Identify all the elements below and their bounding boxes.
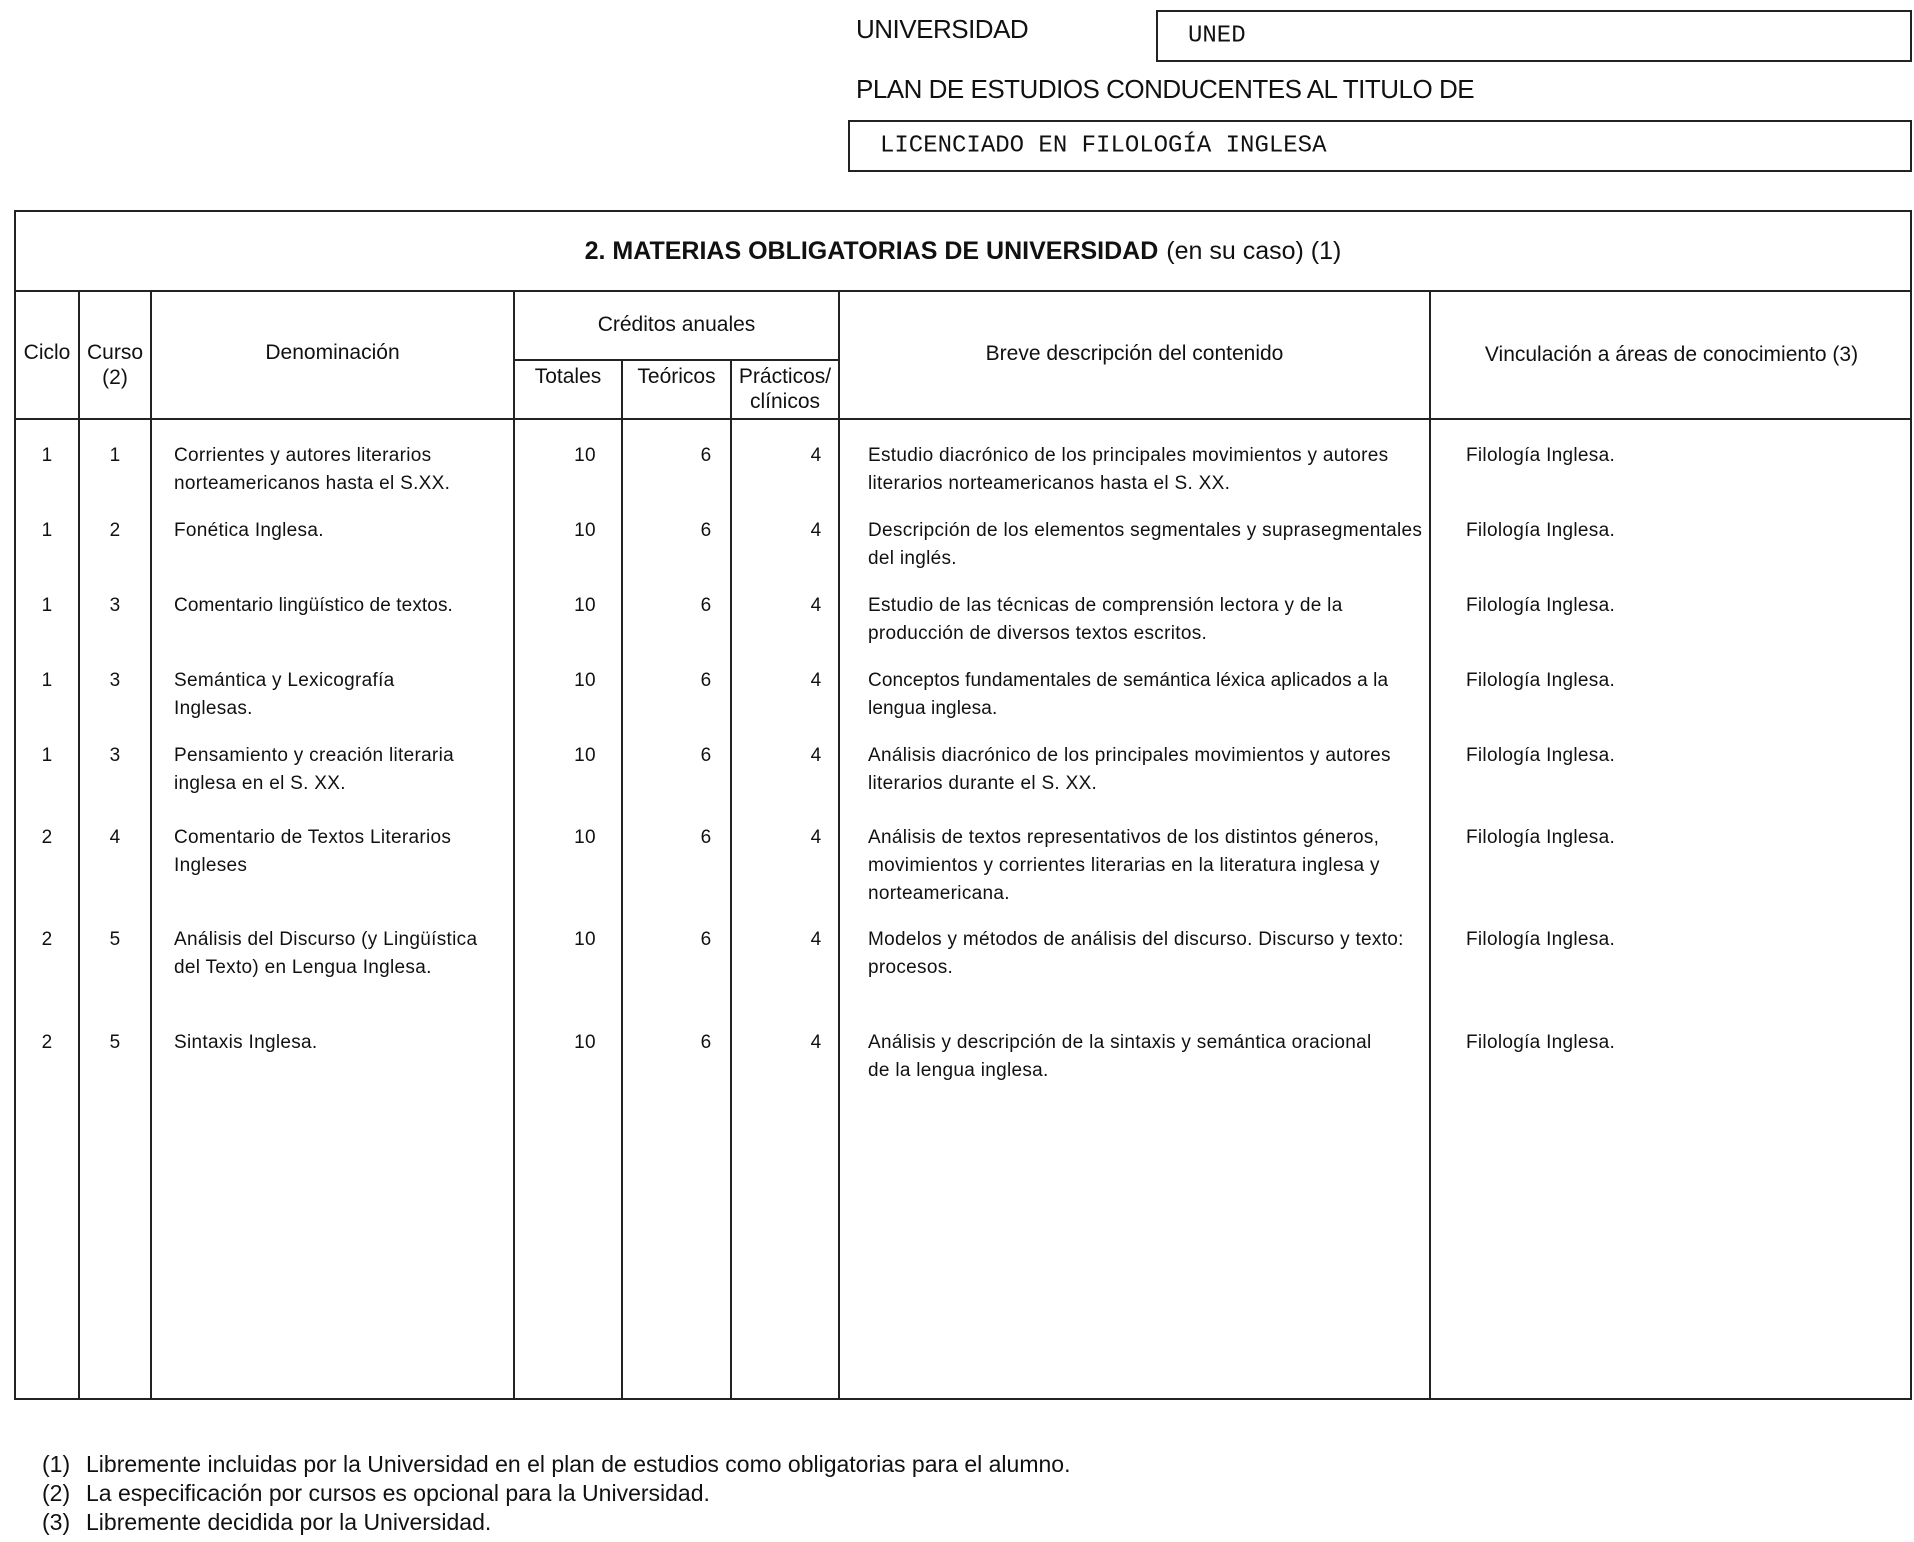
cell-practicos: 4 bbox=[810, 929, 822, 950]
cell-descripcion: Estudio de las técnicas de comprensión lectora y de la producción de diversos textos escritos. bbox=[868, 595, 1343, 644]
cell-ciclo: 1 bbox=[41, 670, 53, 691]
footnote-text: Libremente decidida por la Universidad. bbox=[86, 1509, 492, 1535]
creditos-divider bbox=[513, 359, 838, 361]
universidad-label: UNIVERSIDAD bbox=[856, 14, 1029, 44]
cell-descripcion: Descripción de los elementos segmentales y suprasegmentales del inglés. bbox=[868, 520, 1423, 569]
col-header-creditos: Créditos anuales bbox=[597, 313, 756, 336]
cell-curso: 1 bbox=[109, 445, 121, 466]
cell-teoricos: 6 bbox=[700, 595, 712, 616]
cell-teoricos: 6 bbox=[700, 520, 712, 541]
cell-totales: 10 bbox=[574, 1032, 596, 1053]
universidad-field bbox=[1156, 10, 1912, 62]
col-header-totales: Totales bbox=[534, 365, 602, 388]
cell-curso: 3 bbox=[109, 745, 121, 766]
cell-totales: 10 bbox=[574, 929, 596, 950]
cell-denominacion: Corrientes y autores literarios norteamericanos hasta el S.XX. bbox=[174, 445, 451, 494]
cell-denominacion: Sintaxis Inglesa. bbox=[174, 1032, 318, 1053]
cell-ciclo: 2 bbox=[41, 929, 53, 950]
cell-curso: 3 bbox=[109, 595, 121, 616]
titulo-value: LICENCIADO EN FILOLOGÍA INGLESA bbox=[880, 132, 1327, 160]
cell-ciclo: 1 bbox=[41, 745, 53, 766]
col-divider bbox=[1429, 292, 1431, 1398]
cell-practicos: 4 bbox=[810, 445, 822, 466]
cell-area: Filología Inglesa. bbox=[1466, 1032, 1616, 1053]
table-title bbox=[16, 212, 1910, 292]
cell-totales: 10 bbox=[574, 520, 596, 541]
cell-area: Filología Inglesa. bbox=[1466, 445, 1616, 466]
cell-ciclo: 1 bbox=[41, 595, 53, 616]
cell-totales: 10 bbox=[574, 670, 596, 691]
cell-totales: 10 bbox=[574, 595, 596, 616]
cell-denominacion: Comentario de Textos Literarios Ingleses bbox=[174, 827, 452, 876]
col-header-practicos-l1: Prácticos/ bbox=[738, 365, 832, 388]
col-header-vinculacion: Vinculación a áreas de conocimiento (3) bbox=[1484, 343, 1859, 366]
cell-area: Filología Inglesa. bbox=[1466, 520, 1616, 541]
footnote-number: (3) bbox=[42, 1509, 71, 1535]
cell-teoricos: 6 bbox=[700, 670, 712, 691]
cell-teoricos: 6 bbox=[700, 929, 712, 950]
cell-denominacion: Pensamiento y creación literaria inglesa en el S. XX. bbox=[174, 745, 454, 794]
cell-area: Filología Inglesa. bbox=[1466, 745, 1616, 766]
footnote-2 bbox=[42, 1479, 710, 1507]
col-divider bbox=[730, 360, 732, 1398]
cell-practicos: 4 bbox=[810, 670, 822, 691]
col-header-practicos bbox=[732, 364, 838, 414]
cell-curso: 5 bbox=[109, 1032, 121, 1053]
cell-descripcion: Conceptos fundamentales de semántica léxica aplicados a la lengua inglesa. bbox=[868, 670, 1389, 719]
cell-curso: 2 bbox=[109, 520, 121, 541]
cell-teoricos: 6 bbox=[700, 827, 712, 848]
col-header-curso bbox=[80, 340, 150, 390]
header-divider bbox=[16, 418, 1910, 420]
col-header-ciclo: Ciclo bbox=[23, 341, 71, 364]
cell-area: Filología Inglesa. bbox=[1466, 929, 1616, 950]
cell-denominacion: Análisis del Discurso (y Lingüística del Texto) en Lengua Inglesa. bbox=[174, 929, 478, 978]
cell-curso: 4 bbox=[109, 827, 121, 848]
cell-ciclo: 2 bbox=[41, 827, 53, 848]
col-header-denominacion: Denominación bbox=[265, 341, 400, 364]
col-divider bbox=[150, 292, 152, 1398]
cell-descripcion: Análisis de textos representativos de los distintos géneros, movimientos y corrientes literarias en la literatura inglesa y norteamericana. bbox=[868, 827, 1380, 904]
table-title-main: 2. MATERIAS OBLIGATORIAS DE UNIVERSIDAD bbox=[584, 236, 1159, 265]
cell-ciclo: 1 bbox=[41, 520, 53, 541]
cell-descripcion: Estudio diacrónico de los principales movimientos y autores literarios norteamericanos hasta el S. XX. bbox=[868, 445, 1389, 494]
footnote-1 bbox=[42, 1450, 1070, 1478]
col-divider bbox=[621, 360, 623, 1398]
plan-label: PLAN DE ESTUDIOS CONDUCENTES AL TITULO DE bbox=[856, 74, 1475, 104]
cell-denominacion: Semántica y Lexicografía Inglesas. bbox=[174, 670, 395, 719]
col-header-curso-label: Curso bbox=[86, 341, 144, 364]
cell-descripcion: Análisis y descripción de la sintaxis y semántica oracional de la lengua inglesa. bbox=[868, 1032, 1372, 1081]
cell-ciclo: 1 bbox=[41, 445, 53, 466]
titulo-field bbox=[848, 120, 1912, 172]
table-title-tail: (en su caso) (1) bbox=[1166, 236, 1342, 265]
cell-practicos: 4 bbox=[810, 827, 822, 848]
cell-totales: 10 bbox=[574, 745, 596, 766]
cell-curso: 3 bbox=[109, 670, 121, 691]
cell-descripcion: Análisis diacrónico de los principales movimientos y autores literarios durante el S. XX. bbox=[868, 745, 1391, 794]
cell-totales: 10 bbox=[574, 827, 596, 848]
cell-ciclo: 2 bbox=[41, 1032, 53, 1053]
cell-descripcion: Modelos y métodos de análisis del discurso. Discurso y texto: procesos. bbox=[868, 929, 1404, 978]
cell-area: Filología Inglesa. bbox=[1466, 670, 1616, 691]
cell-denominacion: Comentario lingüístico de textos. bbox=[174, 595, 453, 616]
col-header-descripcion: Breve descripción del contenido bbox=[985, 342, 1284, 365]
col-header-curso-note: (2) bbox=[102, 366, 128, 389]
cell-practicos: 4 bbox=[810, 1032, 822, 1053]
col-header-teoricos: Teóricos bbox=[637, 365, 716, 388]
cell-practicos: 4 bbox=[810, 745, 822, 766]
footnote-number: (1) bbox=[42, 1451, 71, 1477]
cell-practicos: 4 bbox=[810, 595, 822, 616]
materias-table bbox=[14, 210, 1912, 1400]
cell-area: Filología Inglesa. bbox=[1466, 595, 1616, 616]
cell-area: Filología Inglesa. bbox=[1466, 827, 1616, 848]
cell-curso: 5 bbox=[109, 929, 121, 950]
cell-teoricos: 6 bbox=[700, 1032, 712, 1053]
cell-teoricos: 6 bbox=[700, 745, 712, 766]
footnote-text: Libremente incluidas por la Universidad en el plan de estudios como obligatorias para el alumno. bbox=[86, 1451, 1071, 1477]
col-header-practicos-l2: clínicos bbox=[749, 390, 821, 413]
footnote-number: (2) bbox=[42, 1480, 71, 1506]
footnote-3 bbox=[42, 1508, 491, 1536]
universidad-value: UNED bbox=[1188, 22, 1246, 50]
cell-totales: 10 bbox=[574, 445, 596, 466]
cell-teoricos: 6 bbox=[700, 445, 712, 466]
footnote-text: La especificación por cursos es opcional para la Universidad. bbox=[86, 1480, 710, 1506]
cell-denominacion: Fonética Inglesa. bbox=[174, 520, 324, 541]
cell-practicos: 4 bbox=[810, 520, 822, 541]
